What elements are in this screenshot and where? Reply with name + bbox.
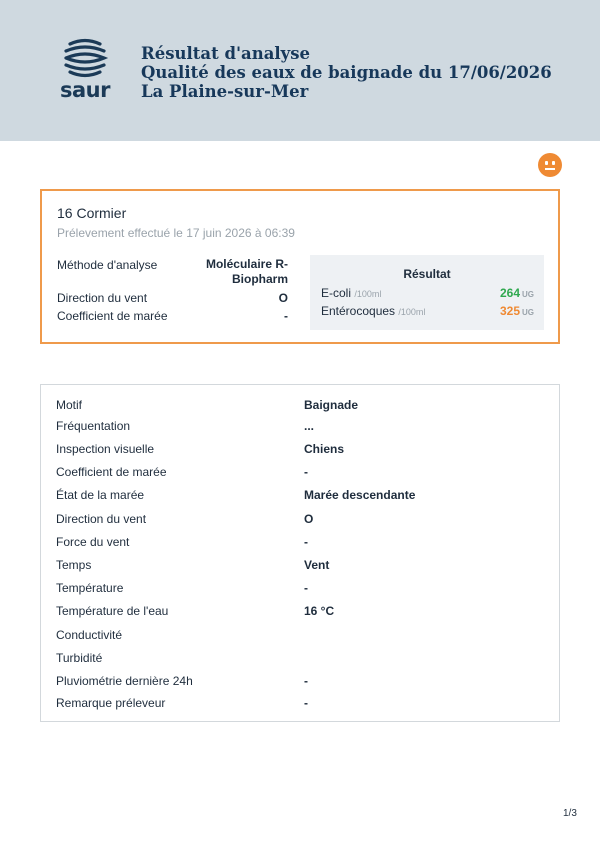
detail-value: ... [304, 419, 315, 433]
detail-label: Direction du vent [56, 512, 147, 526]
detail-label: Conductivité [56, 628, 123, 642]
detail-value: - [304, 581, 308, 595]
detail-label: Force du vent [56, 535, 130, 549]
detail-label: Inspection visuelle [56, 442, 155, 456]
detail-label: État de la marée [56, 488, 145, 502]
result-title: Résultat [403, 267, 451, 281]
enterococci-label: Entérocoques [321, 304, 396, 318]
detail-label: Temps [56, 558, 92, 572]
enterococci-unit: /100ml [398, 307, 426, 317]
ecoli-unit: /100ml [354, 289, 382, 299]
logo-text: saur [60, 78, 110, 102]
sample-name: 16 Cormier [57, 205, 127, 221]
details-card [40, 384, 560, 722]
detail-value: - [304, 674, 308, 688]
result-box [310, 255, 544, 330]
sample-date: Prélevement effectué le 17 juin 2026 à 06:39 [57, 226, 295, 240]
wave-logo-icon [56, 38, 114, 78]
report-subtitle: Qualité des eaux de baignade du 17/06/2026 [141, 63, 552, 82]
method-value-line2: Biopharm [231, 272, 288, 286]
neutral-face-icon [538, 153, 562, 177]
detail-value: Marée descendante [304, 488, 416, 502]
wind-value: O [278, 291, 288, 305]
enterococci-value [500, 304, 534, 318]
sample-card [40, 189, 560, 344]
method-value-line1: Moléculaire R- [205, 257, 288, 271]
method-label: Méthode d'analyse [57, 258, 158, 272]
detail-label: Température de l'eau [56, 604, 169, 618]
detail-value: Vent [304, 558, 330, 572]
ecoli-value [500, 286, 534, 300]
enterococci-name [321, 304, 425, 318]
detail-label: Motif [56, 398, 83, 412]
ecoli-count: 264 [499, 286, 520, 300]
method-value [206, 257, 288, 287]
detail-value: - [304, 696, 308, 710]
report-header [0, 0, 600, 141]
enterococci-count: 325 [499, 304, 520, 318]
page-number: 1/3 [563, 808, 577, 819]
detail-value: Chiens [304, 442, 345, 456]
detail-label: Turbidité [56, 651, 103, 665]
detail-value: - [304, 535, 308, 549]
ecoli-label: E-coli [321, 286, 352, 300]
report-location: La Plaine-sur-Mer [141, 82, 309, 101]
report-title: Résultat d'analyse [141, 44, 311, 63]
detail-value: - [304, 465, 308, 479]
ecoli-value-unit: UG [522, 290, 534, 299]
ecoli-name [321, 286, 381, 300]
detail-value: Baignade [304, 398, 359, 412]
detail-label: Température [56, 581, 124, 595]
enterococci-value-unit: UG [522, 308, 534, 317]
tide-label: Coefficient de marée [57, 309, 168, 323]
detail-label: Pluviométrie dernière 24h [56, 674, 193, 688]
report-titles [141, 44, 552, 101]
detail-label: Coefficient de marée [56, 465, 167, 479]
detail-value: 16 °C [304, 604, 335, 618]
detail-label: Fréquentation [56, 419, 131, 433]
tide-value: - [284, 309, 288, 323]
detail-value: O [304, 512, 314, 526]
detail-label: Remarque préleveur [56, 696, 166, 710]
wind-label: Direction du vent [57, 291, 148, 305]
saur-logo [56, 38, 114, 104]
